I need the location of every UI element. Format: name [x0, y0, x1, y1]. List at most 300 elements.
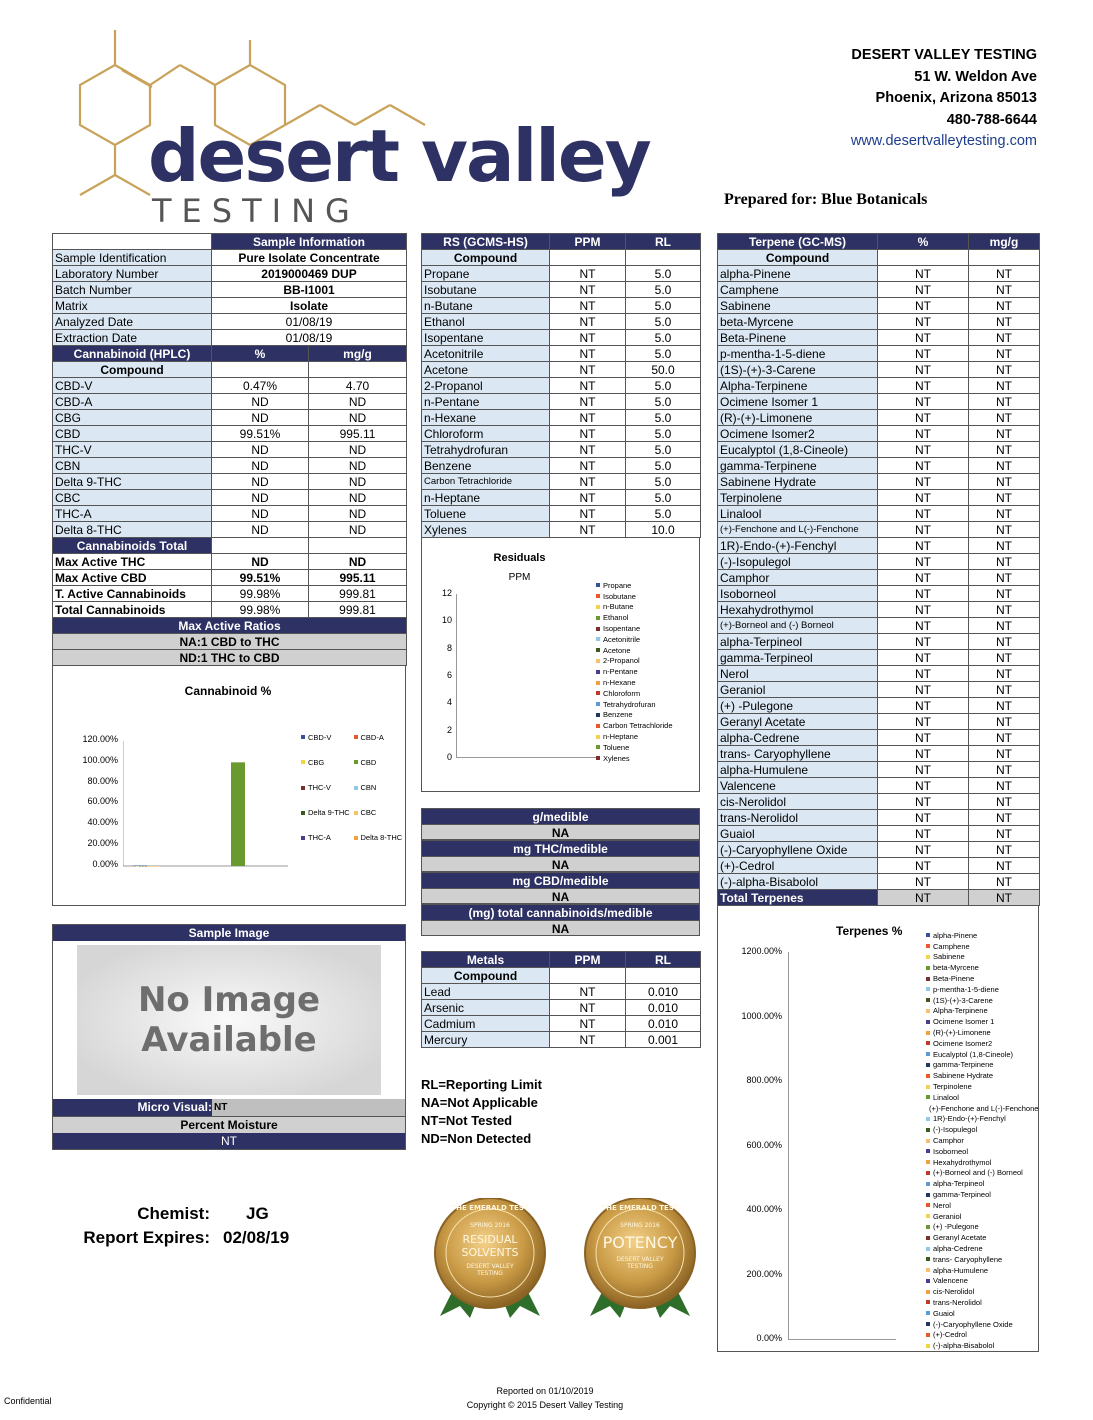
metal-row-value-2: 0.010 [626, 1016, 701, 1032]
lab-phone: 480-788-6644 [946, 111, 1037, 128]
terpenes-chart [717, 906, 1039, 1352]
terpene-legend-item [926, 1016, 1038, 1027]
y-tick-label: 10 [441, 615, 452, 626]
legend-label: beta-Myrcene [933, 963, 979, 973]
terpene-row [718, 810, 1040, 826]
legend-label: n-Butane [603, 602, 634, 612]
terpene-row-value-1: NT [878, 874, 969, 890]
legend-label: THC-A [308, 833, 331, 843]
legend-label: alpha-Cedrene [933, 1244, 983, 1253]
terpene-row-name: Geranyl Acetate [718, 714, 878, 730]
legend-swatch [926, 1149, 930, 1153]
sample-info-label: Laboratory Number [53, 266, 212, 282]
terpene-row-name: p-mentha-1-5-diene [718, 346, 878, 362]
legend-swatch [926, 955, 930, 959]
expires-label: Report Expires: [83, 1228, 210, 1247]
copyright: Copyright © 2015 Desert Valley Testing [466, 1400, 624, 1410]
y-tick-label: 6 [446, 669, 452, 680]
residuals-rl-header: RL [626, 234, 701, 250]
residual-row-value-1: NT [550, 266, 626, 282]
metal-row-name: Lead [422, 984, 550, 1000]
badge-2-arc: THE EMERALD TEST [601, 1204, 679, 1212]
legend-swatch [926, 1128, 930, 1132]
sample-info-label: Batch Number [53, 282, 212, 298]
lab-street: 51 W. Weldon Ave [914, 68, 1037, 85]
residual-row-value-2: 5.0 [626, 426, 701, 442]
terpene-row-value-1: NT [878, 506, 969, 522]
sample-info-row [53, 314, 407, 330]
terpene-row-value-1: NT [878, 698, 969, 714]
legend-label: Isopentane [603, 624, 641, 634]
y-tick-label: 0.00% [756, 1333, 782, 1343]
residual-row-name: Tetrahydrofuran [422, 442, 550, 458]
terpene-row-name: Ocimene Isomer2 [718, 426, 878, 442]
terpene-row [718, 410, 1040, 426]
residual-legend-item [596, 656, 700, 667]
no-image-line-2: Available [141, 1020, 317, 1060]
terpene-row-value-1: NT [878, 490, 969, 506]
residual-legend-item [596, 645, 700, 656]
sample-info-row [53, 330, 407, 346]
terpene-row-name: Camphene [718, 282, 878, 298]
cannabinoid-row-name: CBC [53, 490, 212, 506]
residual-row-name: Carbon Tetrachloride [422, 474, 550, 490]
cannabinoid-row-value-2: ND [309, 442, 407, 458]
terpene-row [718, 682, 1040, 698]
terpene-row-value-1: NT [878, 394, 969, 410]
residual-row-value-1: NT [550, 426, 626, 442]
terpene-legend-item [926, 1070, 1038, 1081]
terpene-legend-item [926, 1168, 1038, 1179]
terpene-row-name: (-)-Caryophyllene Oxide [718, 842, 878, 858]
terpene-row [718, 794, 1040, 810]
terpene-row-name: alpha-Humulene [718, 762, 878, 778]
residual-row-name: Benzene [422, 458, 550, 474]
legend-swatch [354, 760, 358, 764]
residual-row-value-2: 5.0 [626, 330, 701, 346]
terpene-row [718, 650, 1040, 666]
sample-info-row [53, 298, 407, 314]
legend-label: (+)-Fenchone and L(-)-Fenchone [929, 1103, 1039, 1113]
terpene-row-value-1: NT [878, 810, 969, 826]
terpene-row-value-1: NT [878, 666, 969, 682]
legend-swatch [926, 1009, 930, 1013]
cannabinoid-total-row [53, 554, 407, 570]
terpene-row-name: (-)-alpha-Bisabolol [718, 874, 878, 890]
badge-2-org-2: TESTING [627, 1263, 653, 1270]
cannabinoid-total-name: Max Active CBD [53, 570, 212, 586]
cannabinoid-row-value-1: ND [212, 474, 309, 490]
terpene-legend-item [926, 930, 1038, 941]
legend-label: n-Heptane [603, 732, 639, 742]
terpene-row-value-1: NT [878, 762, 969, 778]
legend-swatch [926, 1247, 930, 1251]
legend-label: CBD-A [360, 732, 384, 742]
legend-swatch [596, 627, 600, 631]
terpene-row-value-1: NT [878, 298, 969, 314]
abbreviation-notes [421, 1076, 700, 1148]
cannabinoid-bar-cbd-v [133, 866, 147, 867]
legend-swatch [926, 1279, 930, 1283]
terpene-row-name: (+) -Pulegone [718, 698, 878, 714]
residual-row-value-1: NT [550, 362, 626, 378]
terpene-row [718, 330, 1040, 346]
terpene-legend-item [926, 1265, 1038, 1276]
legend-label: Nerol [933, 1200, 951, 1210]
legend-label: Linalool [933, 1092, 959, 1102]
residual-row [422, 282, 701, 298]
terpene-row-value-2: NT [969, 314, 1040, 330]
cannabinoid-row [53, 506, 407, 522]
residual-row-value-2: 5.0 [626, 282, 701, 298]
terpene-row [718, 698, 1040, 714]
metal-row-value-2: 0.010 [626, 984, 701, 1000]
residual-legend-item [596, 688, 700, 699]
terpene-row-name: (1S)-(+)-3-Carene [718, 362, 878, 378]
terpene-row-name: (+)-Borneol and (-) Borneol [718, 618, 878, 634]
legend-label: Guaiol [933, 1308, 955, 1318]
residual-row-value-1: NT [550, 522, 626, 538]
legend-label: Geraniol [933, 1211, 962, 1221]
terpene-row-name: gamma-Terpineol [718, 650, 878, 666]
sample-info-row [53, 266, 407, 282]
sample-info-label: Extraction Date [53, 330, 212, 346]
confidential-label: Confidential [4, 1396, 52, 1406]
cannabinoid-row-name: CBD [53, 426, 212, 442]
terpene-legend-item [926, 1276, 1038, 1287]
terpene-row-value-1: NT [878, 794, 969, 810]
residual-row [422, 506, 701, 522]
terpene-row-value-1: NT [878, 458, 969, 474]
cannabinoid-legend-item [301, 807, 354, 818]
y-tick-label: 200.00% [746, 1268, 782, 1279]
terpene-row [718, 826, 1040, 842]
legend-label: Acetonitrile [603, 634, 641, 644]
edible-label: g/medible [421, 808, 700, 824]
cannabinoid-legend-item [354, 807, 407, 818]
terpene-row-value-1: NT [878, 538, 969, 554]
legend-label: Terpinolene [933, 1082, 972, 1092]
cannabinoid-row [53, 474, 407, 490]
terpene-legend-item [926, 1114, 1038, 1125]
terpene-row [718, 778, 1040, 794]
legend-label: Benzene [603, 710, 633, 720]
terpene-row-value-1: NT [878, 554, 969, 570]
cannabinoid-row-name: CBD-A [53, 394, 212, 410]
legend-swatch [926, 1236, 930, 1240]
residual-row [422, 490, 701, 506]
terpene-legend-item [926, 1027, 1038, 1038]
legend-label: THC-V [308, 783, 331, 793]
cannabinoid-total-name: Total Cannabinoids [53, 602, 212, 618]
legend-swatch [596, 670, 600, 674]
legend-label: Delta 9-THC [308, 808, 350, 818]
legend-label: p-mentha-1-5-diene [933, 984, 999, 994]
terpene-row-value-2: NT [969, 586, 1040, 602]
no-image-placeholder [77, 945, 381, 1095]
lab-address [851, 45, 1037, 153]
terpene-row-value-2: NT [969, 746, 1040, 762]
metal-row [422, 1000, 701, 1016]
terpene-row-value-2: NT [969, 506, 1040, 522]
terpene-row-value-1: NT [878, 650, 969, 666]
residual-row [422, 410, 701, 426]
residual-row [422, 426, 701, 442]
residuals-chart [421, 538, 700, 792]
micro-visual-label: Micro Visual: [137, 1100, 212, 1114]
terpenes-plot-area [788, 952, 896, 1340]
edible-value: NA [421, 888, 700, 904]
terpene-row [718, 634, 1040, 650]
cannabinoid-row-value-1: 0.47% [212, 378, 309, 394]
legend-swatch [926, 1020, 930, 1024]
terpene-row-value-2: NT [969, 794, 1040, 810]
residual-row [422, 458, 701, 474]
cannabinoid-row-name: Delta 8-THC [53, 522, 212, 538]
terpene-row-name: 1R)-Endo-(+)-Fenchyl [718, 538, 878, 554]
y-tick-label: 8 [446, 642, 452, 653]
residual-row-value-1: NT [550, 394, 626, 410]
metals-rl-header: RL [626, 952, 701, 968]
terpene-legend-item [926, 1308, 1038, 1319]
legend-label: 1R)-Endo-(+)-Fenchyl [933, 1114, 1006, 1124]
terpene-row [718, 394, 1040, 410]
legend-label: gamma-Terpineol [933, 1190, 991, 1200]
legend-swatch [596, 745, 600, 749]
terpene-row-value-1: NT [878, 842, 969, 858]
legend-swatch [926, 1031, 930, 1035]
terpene-row-value-2: NT [969, 570, 1040, 586]
cannabinoid-total-mg: 995.11 [309, 570, 407, 586]
cannabinoid-row-value-2: ND [309, 506, 407, 522]
terpene-legend-item [926, 1222, 1038, 1233]
residual-row-value-2: 5.0 [626, 378, 701, 394]
legend-label: cis-Nerolidol [933, 1287, 975, 1297]
legend-label: (+)-Cedrol [933, 1330, 967, 1340]
legend-swatch [301, 735, 305, 739]
cannabinoid-legend-item [354, 757, 407, 768]
legend-label: alpha-Terpineol [933, 1179, 985, 1189]
terpene-row-value-1: NT [878, 282, 969, 298]
terpene-legend-item [926, 1038, 1038, 1049]
y-tick-label: 20.00% [87, 838, 118, 848]
residual-row [422, 314, 701, 330]
cannabinoid-row-name: Delta 9-THC [53, 474, 212, 490]
total-terpenes-mg: NT [969, 890, 1040, 906]
chemist-label: Chemist: [137, 1204, 210, 1223]
residual-row [422, 442, 701, 458]
sample-info-value: BB-I1001 [212, 282, 407, 298]
legend-swatch [354, 836, 358, 840]
terpene-row-name: Valencene [718, 778, 878, 794]
terpene-row-value-2: NT [969, 730, 1040, 746]
micro-visual-value: NT [212, 1099, 405, 1116]
badge-1-org-1: DESERT VALLEY [466, 1263, 514, 1270]
terpene-row [718, 874, 1040, 890]
legend-label: Tetrahydrofuran [603, 699, 656, 709]
legend-label: (+) -Pulegone [933, 1222, 979, 1232]
no-image-line-1: No Image [137, 980, 321, 1020]
legend-swatch [596, 583, 600, 587]
terpene-row [718, 554, 1040, 570]
badge-1-arc: THE EMERALD TEST [451, 1204, 529, 1212]
legend-swatch [926, 1171, 930, 1175]
terpene-row-value-2: NT [969, 426, 1040, 442]
residual-legend-item [596, 720, 700, 731]
cannabinoid-row-name: CBD-V [53, 378, 212, 394]
y-tick-label: 800.00% [746, 1075, 782, 1085]
legend-swatch [926, 1300, 930, 1304]
metal-row-value-2: 0.001 [626, 1032, 701, 1048]
terpene-row-value-2: NT [969, 442, 1040, 458]
metal-row-value-1: NT [550, 1032, 626, 1048]
terpene-row-value-1: NT [878, 602, 969, 618]
cannabinoid-row-value-2: ND [309, 410, 407, 426]
cannabinoid-total-name: T. Active Cannabinoids [53, 586, 212, 602]
terpene-row-value-1: NT [878, 746, 969, 762]
badge-1-season: SPRING 2016 [470, 1222, 510, 1229]
residual-row-value-2: 5.0 [626, 346, 701, 362]
terpene-legend-item [926, 995, 1038, 1006]
cannabinoid-row-value-1: ND [212, 506, 309, 522]
cannabinoid-row [53, 442, 407, 458]
cannabinoid-row-value-2: ND [309, 458, 407, 474]
terpene-legend-item [926, 1319, 1038, 1330]
terpene-legend-item [926, 1243, 1038, 1254]
terpene-legend-item [926, 1200, 1038, 1211]
terpene-row [718, 490, 1040, 506]
cannabinoid-row [53, 378, 407, 394]
residual-row-name: n-Pentane [422, 394, 550, 410]
residual-row [422, 522, 701, 538]
terpene-row-value-1: NT [878, 474, 969, 490]
residuals-chart-title: Residuals [493, 552, 546, 564]
residual-row-name: 2-Propanol [422, 378, 550, 394]
total-terpenes-label: Total Terpenes [718, 890, 878, 906]
cannabinoid-row-value-1: 99.51% [212, 426, 309, 442]
cannabinoid-header: Cannabinoid (HPLC) [53, 346, 212, 362]
terpene-row-name: Sabinene Hydrate [718, 474, 878, 490]
legend-swatch [301, 811, 305, 815]
legend-swatch [596, 756, 600, 760]
sample-info-row [53, 250, 407, 266]
edible-label: mg THC/medible [421, 840, 700, 856]
terpene-legend-item [926, 1006, 1038, 1017]
terpene-row [718, 714, 1040, 730]
residual-row-value-2: 5.0 [626, 442, 701, 458]
edible-label: (mg) total cannabinoids/medible [421, 904, 700, 920]
residual-row-value-1: NT [550, 458, 626, 474]
legend-swatch [926, 1344, 930, 1348]
y-tick-label: 2 [446, 724, 452, 735]
residual-legend-item [596, 602, 700, 613]
signoff [60, 1202, 289, 1250]
cannabinoid-row-value-2: ND [309, 490, 407, 506]
y-tick-label: 0.00% [92, 858, 118, 869]
logo [70, 25, 650, 230]
terpene-row-name: Alpha-Terpinene [718, 378, 878, 394]
lab-website[interactable]: www.desertvalleytesting.com [850, 133, 1037, 149]
residual-row-value-1: NT [550, 346, 626, 362]
metals-compound-label: Compound [422, 968, 550, 984]
residual-row-value-1: NT [550, 506, 626, 522]
badge-1-line-1: RESIDUAL [462, 1233, 518, 1246]
metal-row-value-1: NT [550, 984, 626, 1000]
residual-row-name: Isobutane [422, 282, 550, 298]
terpene-row [718, 426, 1040, 442]
cannabinoid-total-mg: 999.81 [309, 586, 407, 602]
residual-row-value-2: 5.0 [626, 298, 701, 314]
legend-label: Alpha-Terpinene [933, 1006, 988, 1016]
logo-wordmark: desert valley [148, 114, 650, 198]
residuals-header: RS (GCMS-HS) [422, 234, 550, 250]
metal-row-value-1: NT [550, 1016, 626, 1032]
legend-swatch [926, 1225, 930, 1229]
cannabinoid-row [53, 522, 407, 538]
compound-label: Compound [53, 362, 212, 378]
terpene-row-value-2: NT [969, 458, 1040, 474]
cannabinoid-legend-item [301, 732, 354, 743]
legend-label: (-)-Isopulegol [933, 1125, 978, 1135]
edible-value: NA [421, 824, 700, 840]
ratio-cbd-thc: NA:1 CBD to THC [53, 634, 407, 650]
terpene-row [718, 362, 1040, 378]
cannabinoid-row-name: CBN [53, 458, 212, 474]
terpene-row [718, 506, 1040, 522]
residual-row-value-1: NT [550, 490, 626, 506]
residual-legend-item [596, 666, 700, 677]
terpenes-table [717, 233, 1040, 906]
residual-row-value-2: 5.0 [626, 394, 701, 410]
cannabinoid-legend-item [301, 757, 354, 768]
legend-label: Camphor [933, 1136, 964, 1146]
metal-row-name: Cadmium [422, 1016, 550, 1032]
legend-label: (-)-alpha-Bisabolol [933, 1341, 995, 1351]
prepared-for: Prepared for: Blue Botanicals [724, 191, 928, 208]
terpene-row-name: (R)-(+)-Limonene [718, 410, 878, 426]
terpene-legend-item [926, 1211, 1038, 1222]
legend-label: Delta 8-THC [360, 833, 403, 843]
terpene-legend-item [926, 952, 1038, 963]
expires-value: 02/08/19 [223, 1228, 290, 1247]
residual-row-value-2: 5.0 [626, 266, 701, 282]
legend-swatch [926, 1193, 930, 1197]
terpene-row-value-2: NT [969, 490, 1040, 506]
terpene-row-value-2: NT [969, 474, 1040, 490]
sample-info-label: Analyzed Date [53, 314, 212, 330]
terpene-row-value-1: NT [878, 522, 969, 538]
residual-row-value-1: NT [550, 282, 626, 298]
legend-swatch [926, 1085, 930, 1089]
legend-label: n-Pentane [603, 667, 638, 677]
cannabinoid-total-mg: ND [309, 554, 407, 570]
terpene-legend-item [926, 1232, 1038, 1243]
y-tick-label: 0 [446, 751, 452, 762]
legend-label: trans-Nerolidol [933, 1297, 982, 1307]
legend-label: Toluene [603, 742, 630, 752]
terpene-row-name: Linalool [718, 506, 878, 522]
cannabinoid-total-row [53, 570, 407, 586]
middle-column [421, 233, 700, 1148]
legend-swatch [926, 1117, 930, 1121]
legend-swatch [596, 659, 600, 663]
pct-header: % [212, 346, 309, 362]
terpene-legend-item [926, 1286, 1038, 1297]
terpene-row-value-2: NT [969, 810, 1040, 826]
legend-swatch [354, 811, 358, 815]
terpene-row [718, 314, 1040, 330]
metal-row [422, 1016, 701, 1032]
